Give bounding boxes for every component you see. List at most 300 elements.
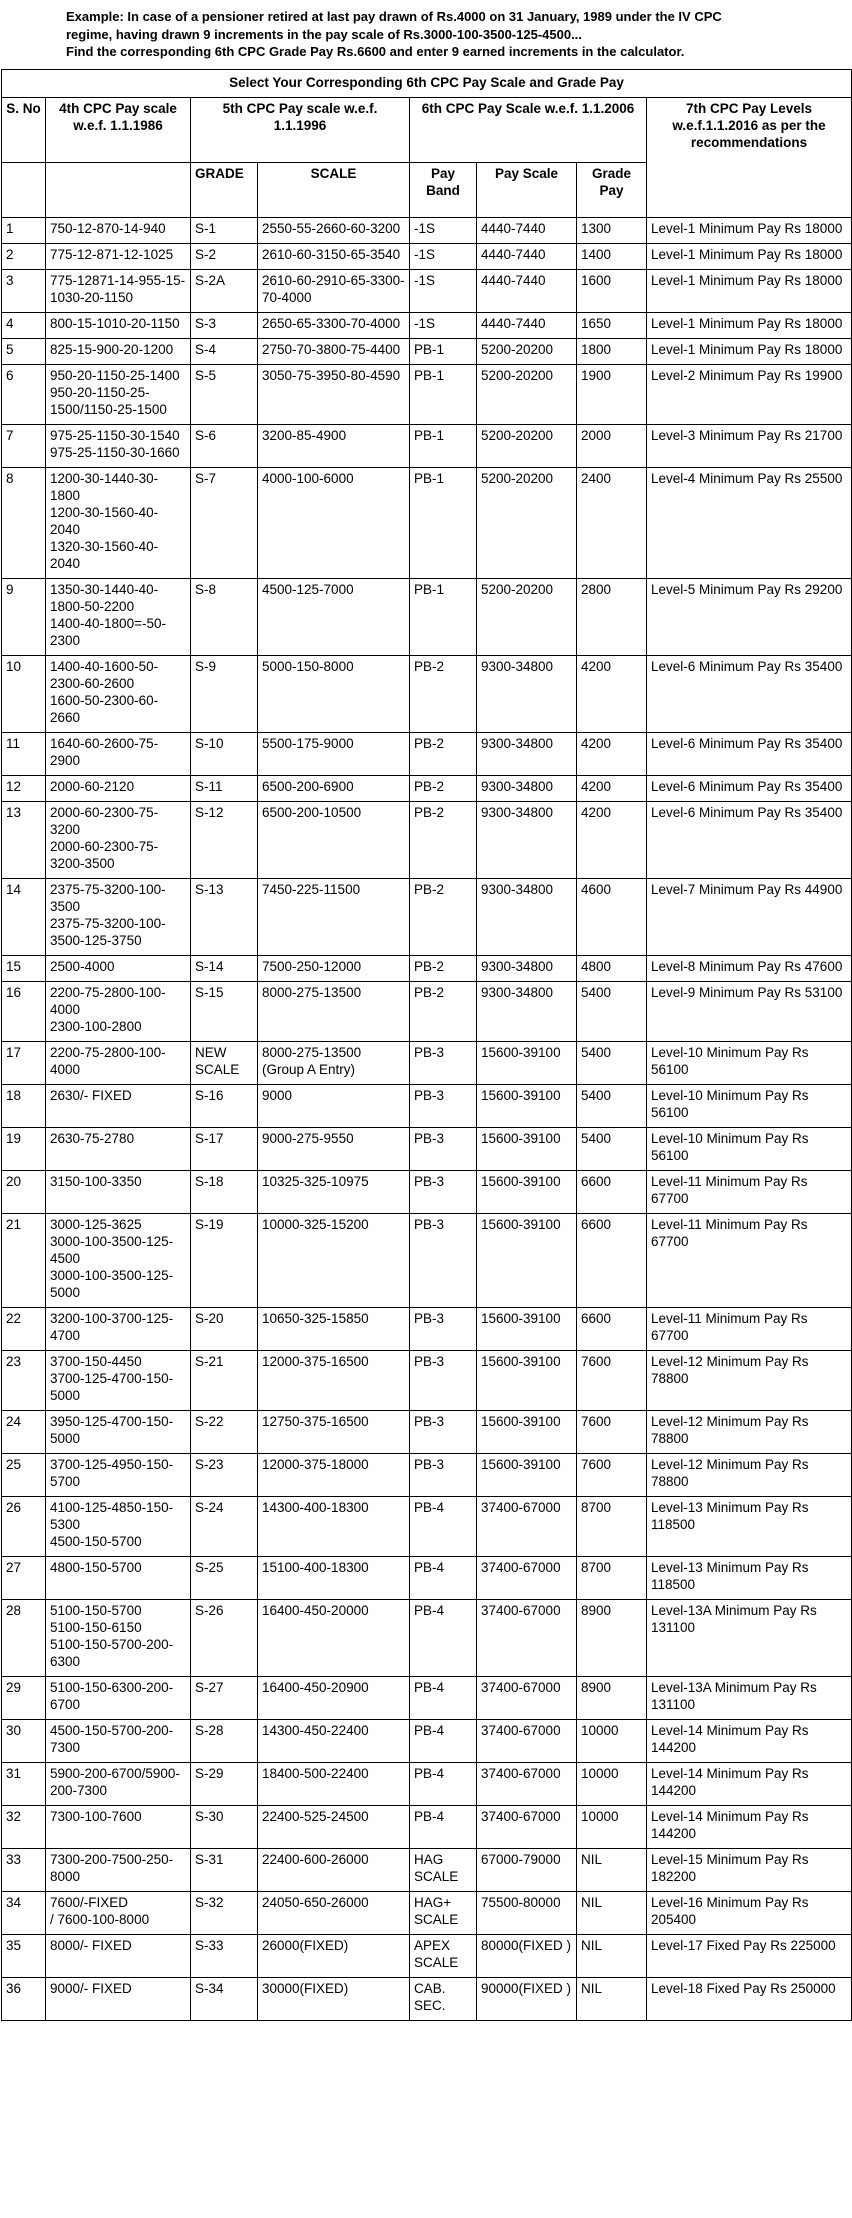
cell-4th-cpc-scale <box>46 655 191 732</box>
cell-pay-scale: 37400-67000 <box>477 1762 577 1805</box>
cell-7th-cpc-level: Level-15 Minimum Pay Rs 182200 <box>647 1848 852 1891</box>
cell-pay-scale: 15600-39100 <box>477 1084 577 1127</box>
cell-grade: S-24 <box>191 1496 258 1556</box>
table-row <box>2 1805 852 1848</box>
cell-7th-cpc-level: Level-12 Minimum Pay Rs 78800 <box>647 1453 852 1496</box>
cell-5th-cpc-scale: 5000-150-8000 <box>258 655 410 732</box>
cell-sno: 7 <box>2 424 46 467</box>
cell-4th-cpc-scale <box>46 1213 191 1307</box>
cell-sno: 8 <box>2 467 46 578</box>
scale-line: 775-12871-14-955-15-1030-20-1150 <box>50 272 186 305</box>
cell-4th-cpc-scale <box>46 1127 191 1170</box>
cell-pay-band: PB-4 <box>410 1496 477 1556</box>
cell-4th-cpc-scale <box>46 467 191 578</box>
table-row <box>2 312 852 338</box>
cell-4th-cpc-scale <box>46 1934 191 1977</box>
cell-grade: S-15 <box>191 981 258 1041</box>
cell-5th-cpc-scale: 14300-400-18300 <box>258 1496 410 1556</box>
scale-line: 3700-125-4700-150-5000 <box>50 1370 174 1403</box>
cell-sno: 26 <box>2 1496 46 1556</box>
cell-sno: 13 <box>2 801 46 878</box>
cell-pay-scale: 5200-20200 <box>477 424 577 467</box>
cell-5th-cpc-scale: 12750-375-16500 <box>258 1410 410 1453</box>
scale-line: 7300-200-7500-250-8000 <box>50 1851 174 1884</box>
cell-grade-pay: 4200 <box>577 655 647 732</box>
cell-7th-cpc-level: Level-13A Minimum Pay Rs 131100 <box>647 1599 852 1676</box>
cell-grade-pay: 1400 <box>577 243 647 269</box>
scale-line: 3700-150-4450 <box>50 1353 142 1369</box>
cell-sno: 15 <box>2 955 46 981</box>
header-sno: S. No <box>2 97 46 162</box>
cell-grade: S-21 <box>191 1350 258 1410</box>
cell-grade-pay: NIL <box>577 1848 647 1891</box>
cell-grade-pay: 1800 <box>577 338 647 364</box>
table-row <box>2 981 852 1041</box>
cell-7th-cpc-level: Level-13 Minimum Pay Rs 118500 <box>647 1496 852 1556</box>
cell-grade: S-23 <box>191 1453 258 1496</box>
cell-grade-pay: 2000 <box>577 424 647 467</box>
cell-sno: 18 <box>2 1084 46 1127</box>
scale-line: 3000-125-3625 <box>50 1216 142 1232</box>
scale-line: 5900-200-6700/5900-200-7300 <box>50 1765 180 1798</box>
example-intro <box>0 0 852 69</box>
cell-4th-cpc-scale <box>46 1719 191 1762</box>
cell-grade: S-20 <box>191 1307 258 1350</box>
cell-7th-cpc-level: Level-14 Minimum Pay Rs 144200 <box>647 1805 852 1848</box>
cell-5th-cpc-scale: 6500-200-10500 <box>258 801 410 878</box>
cell-7th-cpc-level: Level-10 Minimum Pay Rs 56100 <box>647 1084 852 1127</box>
cell-4th-cpc-scale <box>46 424 191 467</box>
cell-pay-band: PB-2 <box>410 775 477 801</box>
cell-grade: S-14 <box>191 955 258 981</box>
cell-sno: 36 <box>2 1977 46 2020</box>
scale-line: 5100-150-6150 <box>50 1619 142 1635</box>
cell-grade: S-7 <box>191 467 258 578</box>
cell-4th-cpc-scale <box>46 732 191 775</box>
cell-pay-band: PB-2 <box>410 955 477 981</box>
cell-4th-cpc-scale <box>46 1805 191 1848</box>
cell-pay-band: PB-4 <box>410 1676 477 1719</box>
scale-line: 3700-125-4950-150-5700 <box>50 1456 174 1489</box>
cell-grade-pay: NIL <box>577 1891 647 1934</box>
cell-sno: 28 <box>2 1599 46 1676</box>
cell-grade: S-6 <box>191 424 258 467</box>
cell-sno: 25 <box>2 1453 46 1496</box>
cell-sno: 21 <box>2 1213 46 1307</box>
scale-line: 4100-125-4850-150-5300 <box>50 1499 174 1532</box>
cell-grade: NEW SCALE <box>191 1041 258 1084</box>
table-row <box>2 1891 852 1934</box>
cell-grade-pay: 6600 <box>577 1170 647 1213</box>
cell-7th-cpc-level: Level-1 Minimum Pay Rs 18000 <box>647 243 852 269</box>
cell-pay-band: PB-1 <box>410 578 477 655</box>
cell-pay-band: PB-1 <box>410 338 477 364</box>
cell-4th-cpc-scale <box>46 801 191 878</box>
cell-5th-cpc-scale: 2610-60-2910-65-3300-70-4000 <box>258 269 410 312</box>
scale-line: 3000-100-3500-125-4500 <box>50 1233 174 1266</box>
cell-pay-scale: 37400-67000 <box>477 1719 577 1762</box>
cell-pay-band: PB-4 <box>410 1762 477 1805</box>
cell-grade-pay: 7600 <box>577 1410 647 1453</box>
cell-5th-cpc-scale: 8000-275-13500 <box>258 981 410 1041</box>
cell-pay-scale: 15600-39100 <box>477 1453 577 1496</box>
cell-pay-band: PB-3 <box>410 1453 477 1496</box>
scale-line: 2200-75-2800-100-4000 <box>50 1044 166 1077</box>
cell-grade-pay: 5400 <box>577 981 647 1041</box>
cell-5th-cpc-scale: 10000-325-15200 <box>258 1213 410 1307</box>
cell-5th-cpc-scale: 9000 <box>258 1084 410 1127</box>
cell-7th-cpc-level: Level-18 Fixed Pay Rs 250000 <box>647 1977 852 2020</box>
cell-pay-band: HAG+ SCALE <box>410 1891 477 1934</box>
cell-4th-cpc-scale <box>46 1410 191 1453</box>
cell-7th-cpc-level: Level-10 Minimum Pay Rs 56100 <box>647 1041 852 1084</box>
cell-4th-cpc-scale <box>46 981 191 1041</box>
cell-pay-scale: 9300-34800 <box>477 801 577 878</box>
cell-sno: 12 <box>2 775 46 801</box>
table-row <box>2 801 852 878</box>
cell-pay-scale: 4440-7440 <box>477 217 577 243</box>
cell-pay-scale: 4440-7440 <box>477 269 577 312</box>
cell-sno: 11 <box>2 732 46 775</box>
cell-pay-scale: 37400-67000 <box>477 1805 577 1848</box>
cell-7th-cpc-level: Level-11 Minimum Pay Rs 67700 <box>647 1170 852 1213</box>
scale-line: 975-25-1150-30-1660 <box>50 444 180 460</box>
scale-line: 4500-150-5700-200-7300 <box>50 1722 174 1755</box>
intro-line: regime, having drawn 9 increments in the pay scale of Rs.3000-100-3500-125-4500... <box>66 26 582 42</box>
scale-line: 5100-150-5700 <box>50 1602 142 1618</box>
scale-line: 825-15-900-20-1200 <box>50 341 174 357</box>
table-row <box>2 1556 852 1599</box>
cell-grade-pay: 10000 <box>577 1719 647 1762</box>
cell-5th-cpc-scale: 24050-650-26000 <box>258 1891 410 1934</box>
cell-grade-pay: NIL <box>577 1977 647 2020</box>
cell-sno: 24 <box>2 1410 46 1453</box>
cell-pay-scale: 15600-39100 <box>477 1213 577 1307</box>
scale-line: 2630-75-2780 <box>50 1130 135 1146</box>
cell-5th-cpc-scale: 7450-225-11500 <box>258 878 410 955</box>
cell-sno: 10 <box>2 655 46 732</box>
cell-grade: S-28 <box>191 1719 258 1762</box>
cell-pay-scale: 37400-67000 <box>477 1556 577 1599</box>
table-row <box>2 1934 852 1977</box>
cell-grade: S-32 <box>191 1891 258 1934</box>
table-row <box>2 364 852 424</box>
cell-grade: S-13 <box>191 878 258 955</box>
cell-pay-band: -1S <box>410 217 477 243</box>
cell-grade-pay: 8900 <box>577 1676 647 1719</box>
cell-pay-scale: 9300-34800 <box>477 981 577 1041</box>
cell-4th-cpc-scale <box>46 955 191 981</box>
cell-pay-band: PB-2 <box>410 981 477 1041</box>
cell-grade-pay: 10000 <box>577 1805 647 1848</box>
cell-pay-scale: 15600-39100 <box>477 1410 577 1453</box>
cell-4th-cpc-scale <box>46 1453 191 1496</box>
cell-grade: S-16 <box>191 1084 258 1127</box>
cell-pay-band: PB-4 <box>410 1599 477 1676</box>
cell-sno: 5 <box>2 338 46 364</box>
cell-7th-cpc-level: Level-4 Minimum Pay Rs 25500 <box>647 467 852 578</box>
cell-5th-cpc-scale: 22400-525-24500 <box>258 1805 410 1848</box>
table-row <box>2 424 852 467</box>
cell-pay-band: PB-3 <box>410 1127 477 1170</box>
cell-4th-cpc-scale <box>46 1676 191 1719</box>
scale-line: 2000-60-2120 <box>50 778 135 794</box>
cell-sno: 4 <box>2 312 46 338</box>
scale-line: 4800-150-5700 <box>50 1559 142 1575</box>
cell-grade-pay: 4200 <box>577 732 647 775</box>
cell-pay-band: CAB. SEC. <box>410 1977 477 2020</box>
table-row <box>2 1848 852 1891</box>
cell-7th-cpc-level: Level-6 Minimum Pay Rs 35400 <box>647 775 852 801</box>
scale-line: 2375-75-3200-100-3500 <box>50 881 166 914</box>
cell-pay-scale: 5200-20200 <box>477 578 577 655</box>
cell-5th-cpc-scale: 16400-450-20900 <box>258 1676 410 1719</box>
table-title: Select Your Corresponding 6th CPC Pay Scale and Grade Pay <box>2 69 852 97</box>
cell-7th-cpc-level: Level-6 Minimum Pay Rs 35400 <box>647 801 852 878</box>
cell-pay-scale: 37400-67000 <box>477 1496 577 1556</box>
cell-5th-cpc-scale: 5500-175-9000 <box>258 732 410 775</box>
table-row <box>2 1762 852 1805</box>
cell-5th-cpc-scale: 26000(FIXED) <box>258 1934 410 1977</box>
cell-grade: S-2 <box>191 243 258 269</box>
cell-grade: S-8 <box>191 578 258 655</box>
cell-7th-cpc-level: Level-16 Minimum Pay Rs 205400 <box>647 1891 852 1934</box>
cell-sno: 33 <box>2 1848 46 1891</box>
table-row <box>2 1719 852 1762</box>
cell-5th-cpc-scale: 3200-85-4900 <box>258 424 410 467</box>
table-row <box>2 1127 852 1170</box>
table-row <box>2 1213 852 1307</box>
pay-scale-table <box>1 69 852 2021</box>
scale-line: 750-12-870-14-940 <box>50 220 166 236</box>
cell-pay-band: PB-3 <box>410 1213 477 1307</box>
scale-line: 2630/- FIXED <box>50 1087 132 1103</box>
cell-5th-cpc-scale: 9000-275-9550 <box>258 1127 410 1170</box>
cell-grade: S-27 <box>191 1676 258 1719</box>
scale-line: 1200-30-1560-40-2040 <box>50 504 159 537</box>
table-row <box>2 1453 852 1496</box>
scale-line: 775-12-871-12-1025 <box>50 246 174 262</box>
cell-7th-cpc-level: Level-12 Minimum Pay Rs 78800 <box>647 1410 852 1453</box>
scale-line: 3950-125-4700-150-5000 <box>50 1413 174 1446</box>
cell-7th-cpc-level: Level-1 Minimum Pay Rs 18000 <box>647 269 852 312</box>
cell-grade: S-30 <box>191 1805 258 1848</box>
cell-4th-cpc-scale <box>46 338 191 364</box>
cell-7th-cpc-level: Level-2 Minimum Pay Rs 19900 <box>647 364 852 424</box>
cell-5th-cpc-scale: 22400-600-26000 <box>258 1848 410 1891</box>
header-4th-blank <box>46 162 191 217</box>
cell-grade-pay: 6600 <box>577 1213 647 1307</box>
cell-5th-cpc-scale: 12000-375-18000 <box>258 1453 410 1496</box>
cell-pay-band: PB-2 <box>410 655 477 732</box>
scale-line: 3000-100-3500-125-5000 <box>50 1267 174 1300</box>
scale-line: 800-15-1010-20-1150 <box>50 315 180 331</box>
cell-grade-pay: 4800 <box>577 955 647 981</box>
cell-pay-band: -1S <box>410 243 477 269</box>
scale-line: 2300-100-2800 <box>50 1018 142 1034</box>
cell-pay-band: PB-4 <box>410 1719 477 1762</box>
cell-grade-pay: 4200 <box>577 801 647 878</box>
cell-pay-scale: 5200-20200 <box>477 467 577 578</box>
cell-grade-pay: NIL <box>577 1934 647 1977</box>
cell-grade-pay: 2400 <box>577 467 647 578</box>
cell-pay-scale: 67000-79000 <box>477 1848 577 1891</box>
table-row <box>2 467 852 578</box>
cell-4th-cpc-scale <box>46 1891 191 1934</box>
cell-sno: 17 <box>2 1041 46 1084</box>
scale-line: 1640-60-2600-75-2900 <box>50 735 159 768</box>
cell-7th-cpc-level: Level-1 Minimum Pay Rs 18000 <box>647 338 852 364</box>
cell-grade: S-29 <box>191 1762 258 1805</box>
scale-line: 4500-150-5700 <box>50 1533 142 1549</box>
cell-4th-cpc-scale <box>46 1977 191 2020</box>
cell-sno: 22 <box>2 1307 46 1350</box>
cell-4th-cpc-scale <box>46 1307 191 1350</box>
cell-sno: 6 <box>2 364 46 424</box>
table-row <box>2 1350 852 1410</box>
cell-7th-cpc-level: Level-17 Fixed Pay Rs 225000 <box>647 1934 852 1977</box>
scale-line: 9000/- FIXED <box>50 1980 132 1996</box>
scale-line: 1200-30-1440-30-1800 <box>50 470 159 503</box>
cell-sno: 31 <box>2 1762 46 1805</box>
cell-pay-scale: 5200-20200 <box>477 338 577 364</box>
cell-5th-cpc-scale: 2610-60-3150-65-3540 <box>258 243 410 269</box>
cell-7th-cpc-level: Level-5 Minimum Pay Rs 29200 <box>647 578 852 655</box>
cell-pay-scale: 9300-34800 <box>477 655 577 732</box>
cell-grade-pay: 10000 <box>577 1762 647 1805</box>
cell-7th-cpc-level: Level-6 Minimum Pay Rs 35400 <box>647 655 852 732</box>
cell-pay-band: HAG SCALE <box>410 1848 477 1891</box>
cell-sno: 23 <box>2 1350 46 1410</box>
cell-grade: S-9 <box>191 655 258 732</box>
cell-pay-band: PB-3 <box>410 1041 477 1084</box>
cell-sno: 32 <box>2 1805 46 1848</box>
cell-sno: 1 <box>2 217 46 243</box>
cell-grade: S-26 <box>191 1599 258 1676</box>
cell-grade-pay: 2800 <box>577 578 647 655</box>
cell-pay-band: PB-3 <box>410 1350 477 1410</box>
table-row <box>2 775 852 801</box>
cell-pay-scale: 9300-34800 <box>477 732 577 775</box>
scale-line: 7300-100-7600 <box>50 1808 142 1824</box>
cell-pay-scale: 90000(FIXED ) <box>477 1977 577 2020</box>
cell-4th-cpc-scale <box>46 775 191 801</box>
cell-5th-cpc-scale: 7500-250-12000 <box>258 955 410 981</box>
scale-line: 1350-30-1440-40-1800-50-2200 <box>50 581 159 614</box>
header-7th-cpc: 7th CPC Pay Levels w.e.f.1.1.2016 as per the recommendations <box>647 97 852 217</box>
header-4th-cpc: 4th CPC Pay scale w.e.f. 1.1.1986 <box>46 97 191 162</box>
cell-7th-cpc-level: Level-12 Minimum Pay Rs 78800 <box>647 1350 852 1410</box>
scale-line: 1400-40-1800=-50-2300 <box>50 615 166 648</box>
scale-line: 5100-150-6300-200-6700 <box>50 1679 174 1712</box>
cell-pay-scale: 37400-67000 <box>477 1676 577 1719</box>
cell-pay-band: PB-1 <box>410 467 477 578</box>
cell-pay-band: PB-3 <box>410 1084 477 1127</box>
cell-7th-cpc-level: Level-1 Minimum Pay Rs 18000 <box>647 312 852 338</box>
scale-line: 5100-150-5700-200-6300 <box>50 1636 174 1669</box>
cell-sno: 3 <box>2 269 46 312</box>
scale-line: 2200-75-2800-100-4000 <box>50 984 166 1017</box>
table-row <box>2 1084 852 1127</box>
cell-grade-pay: 1900 <box>577 364 647 424</box>
cell-grade: S-11 <box>191 775 258 801</box>
cell-grade-pay: 5400 <box>577 1084 647 1127</box>
scale-line: 3150-100-3350 <box>50 1173 142 1189</box>
cell-sno: 16 <box>2 981 46 1041</box>
cell-grade-pay: 7600 <box>577 1453 647 1496</box>
cell-4th-cpc-scale <box>46 1496 191 1556</box>
cell-sno: 20 <box>2 1170 46 1213</box>
table-row <box>2 1307 852 1350</box>
header-pay-band: Pay Band <box>410 162 477 217</box>
cell-pay-scale: 5200-20200 <box>477 364 577 424</box>
cell-5th-cpc-scale: 15100-400-18300 <box>258 1556 410 1599</box>
cell-sno: 34 <box>2 1891 46 1934</box>
cell-4th-cpc-scale <box>46 1762 191 1805</box>
table-row <box>2 1496 852 1556</box>
cell-sno: 2 <box>2 243 46 269</box>
cell-grade: S-18 <box>191 1170 258 1213</box>
cell-sno: 27 <box>2 1556 46 1599</box>
table-body <box>2 217 852 2020</box>
cell-4th-cpc-scale <box>46 1084 191 1127</box>
cell-4th-cpc-scale <box>46 878 191 955</box>
cell-7th-cpc-level: Level-11 Minimum Pay Rs 67700 <box>647 1213 852 1307</box>
cell-pay-band: -1S <box>410 312 477 338</box>
scale-line: 2000-60-2300-75-3200-3500 <box>50 838 159 871</box>
cell-pay-band: APEX SCALE <box>410 1934 477 1977</box>
cell-pay-scale: 15600-39100 <box>477 1170 577 1213</box>
cell-pay-band: PB-4 <box>410 1556 477 1599</box>
cell-5th-cpc-scale: 4500-125-7000 <box>258 578 410 655</box>
cell-grade: S-33 <box>191 1934 258 1977</box>
cell-grade: S-22 <box>191 1410 258 1453</box>
cell-7th-cpc-level: Level-8 Minimum Pay Rs 47600 <box>647 955 852 981</box>
header-sno-blank <box>2 162 46 217</box>
cell-grade-pay: 8900 <box>577 1599 647 1676</box>
cell-4th-cpc-scale <box>46 1350 191 1410</box>
scale-line: 3200-100-3700-125-4700 <box>50 1310 174 1343</box>
cell-7th-cpc-level: Level-13A Minimum Pay Rs 131100 <box>647 1676 852 1719</box>
cell-grade: S-12 <box>191 801 258 878</box>
cell-7th-cpc-level: Level-14 Minimum Pay Rs 144200 <box>647 1719 852 1762</box>
scale-line: 1320-30-1560-40-2040 <box>50 538 159 571</box>
table-row <box>2 269 852 312</box>
cell-grade-pay: 4200 <box>577 775 647 801</box>
scale-line: 2375-75-3200-100-3500-125-3750 <box>50 915 166 948</box>
cell-pay-band: -1S <box>410 269 477 312</box>
table-row <box>2 1041 852 1084</box>
cell-grade-pay: 4600 <box>577 878 647 955</box>
cell-pay-band: PB-1 <box>410 364 477 424</box>
scale-line: 2000-60-2300-75-3200 <box>50 804 159 837</box>
header-scale: SCALE <box>258 162 410 217</box>
table-row <box>2 1599 852 1676</box>
intro-line: Example: In case of a pensioner retired at last pay drawn of Rs.4000 on 31 January, 1989 under the IV CPC <box>66 9 722 24</box>
scale-line: 950-20-1150-25-1400 <box>50 367 180 383</box>
header-pay-scale: Pay Scale <box>477 162 577 217</box>
table-row <box>2 655 852 732</box>
cell-sno: 35 <box>2 1934 46 1977</box>
cell-grade-pay: 8700 <box>577 1556 647 1599</box>
table-row <box>2 338 852 364</box>
cell-grade-pay: 6600 <box>577 1307 647 1350</box>
scale-line: 7600/-FIXED <box>50 1894 129 1910</box>
scale-line: 8000/- FIXED <box>50 1937 132 1953</box>
cell-grade-pay: 7600 <box>577 1350 647 1410</box>
cell-7th-cpc-level: Level-11 Minimum Pay Rs 67700 <box>647 1307 852 1350</box>
cell-grade-pay: 1300 <box>577 217 647 243</box>
